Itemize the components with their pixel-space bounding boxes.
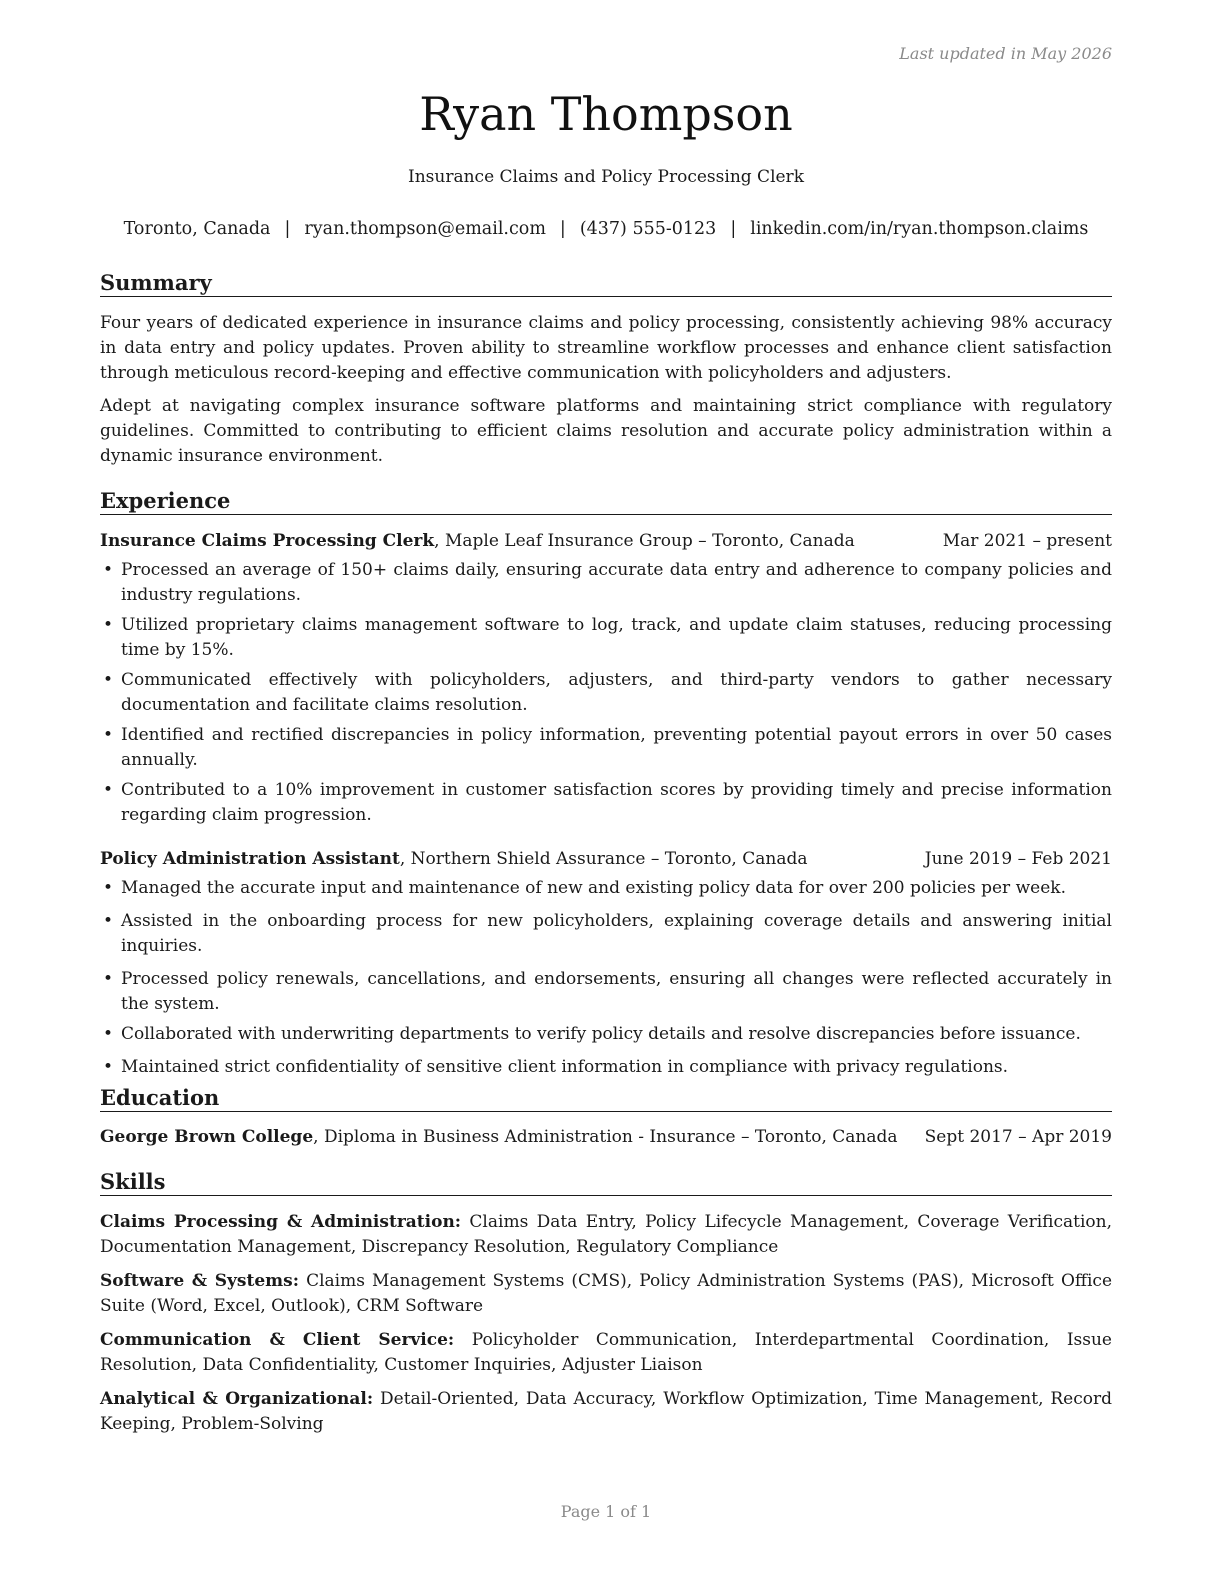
contact-separator: | <box>559 219 566 239</box>
contact-location: Toronto, Canada <box>123 219 271 239</box>
skill-group-items: Claims Management Systems (CMS), Policy Administration Systems (PAS), Microsoft Office Suite (Word, Excel, Outlook), CRM Software <box>100 1271 1112 1317</box>
contact-line <box>100 219 1112 239</box>
job-bullet: • Utilized proprietary claims management software to log, track, and update claim statuses, reducing processing time by 15%. <box>100 613 1112 663</box>
education-dates: Sept 2017 – Apr 2019 <box>924 1127 1112 1148</box>
resume-page <box>100 0 1112 1584</box>
job-bullet: • Processed policy renewals, cancellations, and endorsements, ensuring all changes were reflected accurately in the system. <box>100 967 1112 1017</box>
job-bullet: • Identified and rectified discrepancies in policy information, preventing potential payout errors in over 50 cases annually. <box>100 723 1112 773</box>
skill-group-label: Software & Systems: <box>100 1271 299 1292</box>
education-detail: , Diploma in Business Administration - Insurance – Toronto, Canada <box>313 1127 898 1148</box>
contact-separator: | <box>284 219 291 239</box>
job-dates: June 2019 – Feb 2021 <box>924 849 1112 870</box>
summary-paragraph: Adept at navigating complex insurance software platforms and maintaining strict compliance with regulatory guidelines. Committed to contributing to efficient claims resolution and accurate policy administration within a dynamic insurance environment. <box>100 396 1112 467</box>
section-title-education: Education <box>100 1085 1112 1112</box>
education-entry <box>100 1125 1112 1150</box>
skill-group-items: Claims Data Entry, Policy Lifecycle Management, Coverage Verification, Documentation Management, Discrepancy Resolution, Regulatory Compliance <box>100 1212 1112 1258</box>
skill-group-label: Claims Processing & Administration: <box>100 1212 462 1233</box>
candidate-name: Ryan Thompson <box>419 87 793 141</box>
last-updated-note: Last updated in May 2026 <box>899 44 1112 63</box>
section-title-experience: Experience <box>100 488 1112 515</box>
job-entry <box>100 847 1112 1080</box>
job-bullet: • Maintained strict confidentiality of sensitive client information in compliance with privacy regulations. <box>100 1055 1112 1080</box>
skill-group-label: Analytical & Organizational: <box>100 1389 374 1410</box>
skill-group <box>100 1387 1112 1437</box>
skill-group-label: Communication & Client Service: <box>100 1330 455 1351</box>
job-bullet: • Communicated effectively with policyholders, adjusters, and third-party vendors to gather necessary documentation and facilitate claims resolution. <box>100 668 1112 718</box>
job-bullet: • Assisted in the onboarding process for new policyholders, explaining coverage details and answering initial inquiries. <box>100 909 1112 959</box>
skill-group <box>100 1210 1112 1260</box>
job-company: , Maple Leaf Insurance Group – Toronto, Canada <box>434 531 855 552</box>
job-role: Insurance Claims Processing Clerk <box>100 531 435 552</box>
job-entry <box>100 529 1112 828</box>
contact-separator: | <box>730 219 737 239</box>
job-bullet: • Processed an average of 150+ claims daily, ensuring accurate data entry and adherence to company policies and industry regulations. <box>100 558 1112 608</box>
job-header <box>100 847 1112 872</box>
job-header <box>100 529 1112 554</box>
skill-group-items: Detail-Oriented, Data Accuracy, Workflow Optimization, Time Management, Record Keeping, Problem-Solving <box>100 1389 1112 1435</box>
summary-section <box>100 270 1112 469</box>
job-dates: Mar 2021 – present <box>942 531 1112 552</box>
candidate-headline: Insurance Claims and Policy Processing Clerk <box>408 167 804 187</box>
education-section <box>100 1085 1112 1150</box>
page-number: Page 1 of 1 <box>560 1502 652 1521</box>
skills-section <box>100 1169 1112 1446</box>
skill-group <box>100 1328 1112 1378</box>
job-bullet: • Contributed to a 10% improvement in customer satisfaction scores by providing timely and precise information regarding claim progression. <box>100 778 1112 828</box>
contact-phone[interactable]: (437) 555-0123 <box>579 219 717 239</box>
job-bullet: • Collaborated with underwriting departments to verify policy details and resolve discrepancies before issuance. <box>100 1022 1112 1047</box>
job-bullets <box>100 558 1112 828</box>
contact-email[interactable]: ryan.thompson@email.com <box>304 219 546 239</box>
skill-group <box>100 1269 1112 1319</box>
contact-linkedin[interactable]: linkedin.com/in/ryan.thompson.claims <box>750 219 1089 239</box>
job-role: Policy Administration Assistant <box>100 849 400 870</box>
skill-group-items: Policyholder Communication, Interdepartmental Coordination, Issue Resolution, Data Confidentiality, Customer Inquiries, Adjuster Liaison <box>100 1330 1112 1376</box>
job-bullets <box>100 876 1112 1080</box>
section-title-skills: Skills <box>100 1169 1112 1196</box>
section-title-summary: Summary <box>100 270 1112 297</box>
job-company: , Northern Shield Assurance – Toronto, Canada <box>399 849 808 870</box>
education-school: George Brown College <box>100 1127 314 1148</box>
job-bullet: • Managed the accurate input and maintenance of new and existing policy data for over 200 policies per week. <box>100 876 1112 901</box>
summary-paragraph: Four years of dedicated experience in insurance claims and policy processing, consistently achieving 98% accuracy in data entry and policy updates. Proven ability to streamline workflow processes and enhance client satisfaction through meticulous record-keeping and effective communication with policyholders and adjusters. <box>100 313 1112 384</box>
experience-section <box>100 488 1112 1085</box>
